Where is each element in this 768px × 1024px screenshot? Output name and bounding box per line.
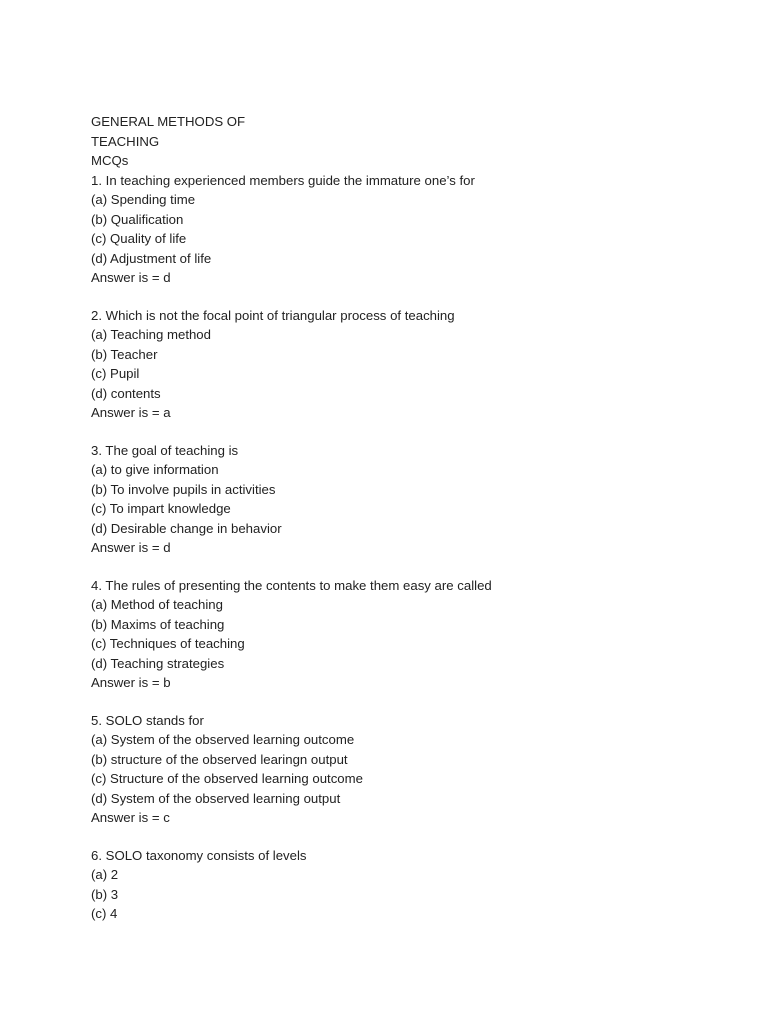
paragraph-gap (91, 558, 731, 576)
option-b: (b) 3 (91, 886, 119, 902)
doc-subtitle: MCQs (91, 153, 129, 168)
option-b: (b) Maxims of teaching (91, 616, 225, 632)
option-b: (b) To involve pupils in activities (91, 481, 276, 497)
paragraph-gap (91, 423, 731, 441)
option-a: (a) Spending time (91, 192, 196, 207)
document-body (91, 112, 731, 924)
option-c: (c) To impart knowledge (91, 501, 231, 516)
option-a: (a) to give information (91, 462, 219, 477)
paragraph-gap (91, 693, 731, 711)
answer-text: Answer is = d (91, 540, 171, 555)
option-b: (b) structure of the observed learingn output (91, 751, 348, 767)
question-block-6 (91, 846, 731, 924)
doc-title-line-2: TEACHING (91, 133, 160, 149)
answer-text: Answer is = d (91, 270, 171, 285)
option-c: (c) Techniques of teaching (91, 636, 245, 651)
option-c: (c) Pupil (91, 366, 140, 381)
option-a: (a) System of the observed learning outcome (91, 732, 355, 747)
paragraph-gap (91, 288, 731, 306)
option-d: (d) Desirable change in behavior (91, 520, 282, 536)
option-b: (b) Teacher (91, 346, 158, 362)
question-text: 5. SOLO stands for (91, 712, 204, 728)
option-b: (b) Qualification (91, 211, 184, 227)
option-d: (d) Adjustment of life (91, 250, 212, 266)
option-a: (a) Teaching method (91, 327, 211, 342)
answer-text: Answer is = c (91, 810, 170, 825)
question-block-5 (91, 711, 731, 828)
option-d: (d) contents (91, 385, 161, 401)
option-c: (c) Quality of life (91, 231, 187, 246)
option-a: (a) Method of teaching (91, 597, 223, 612)
question-block-4 (91, 576, 731, 693)
paragraph-gap (91, 828, 731, 846)
question-text: 2. Which is not the focal point of triangular process of teaching (91, 307, 455, 323)
question-text: 1. In teaching experienced members guide the immature one’s for (91, 172, 475, 188)
option-d: (d) System of the observed learning output (91, 790, 341, 806)
option-c: (c) 4 (91, 906, 118, 921)
option-c: (c) Structure of the observed learning outcome (91, 771, 363, 786)
question-text: 4. The rules of presenting the contents to make them easy are called (91, 577, 492, 593)
question-text: 6. SOLO taxonomy consists of levels (91, 847, 307, 863)
answer-text: Answer is = b (91, 675, 171, 690)
question-block-2 (91, 306, 731, 423)
question-text: 3. The goal of teaching is (91, 442, 239, 458)
option-d: (d) Teaching strategies (91, 655, 225, 671)
option-a: (a) 2 (91, 867, 119, 882)
question-block-1 (91, 171, 731, 288)
doc-title-line-1: GENERAL METHODS OF (91, 114, 246, 129)
question-block-3 (91, 441, 731, 558)
answer-text: Answer is = a (91, 405, 171, 420)
